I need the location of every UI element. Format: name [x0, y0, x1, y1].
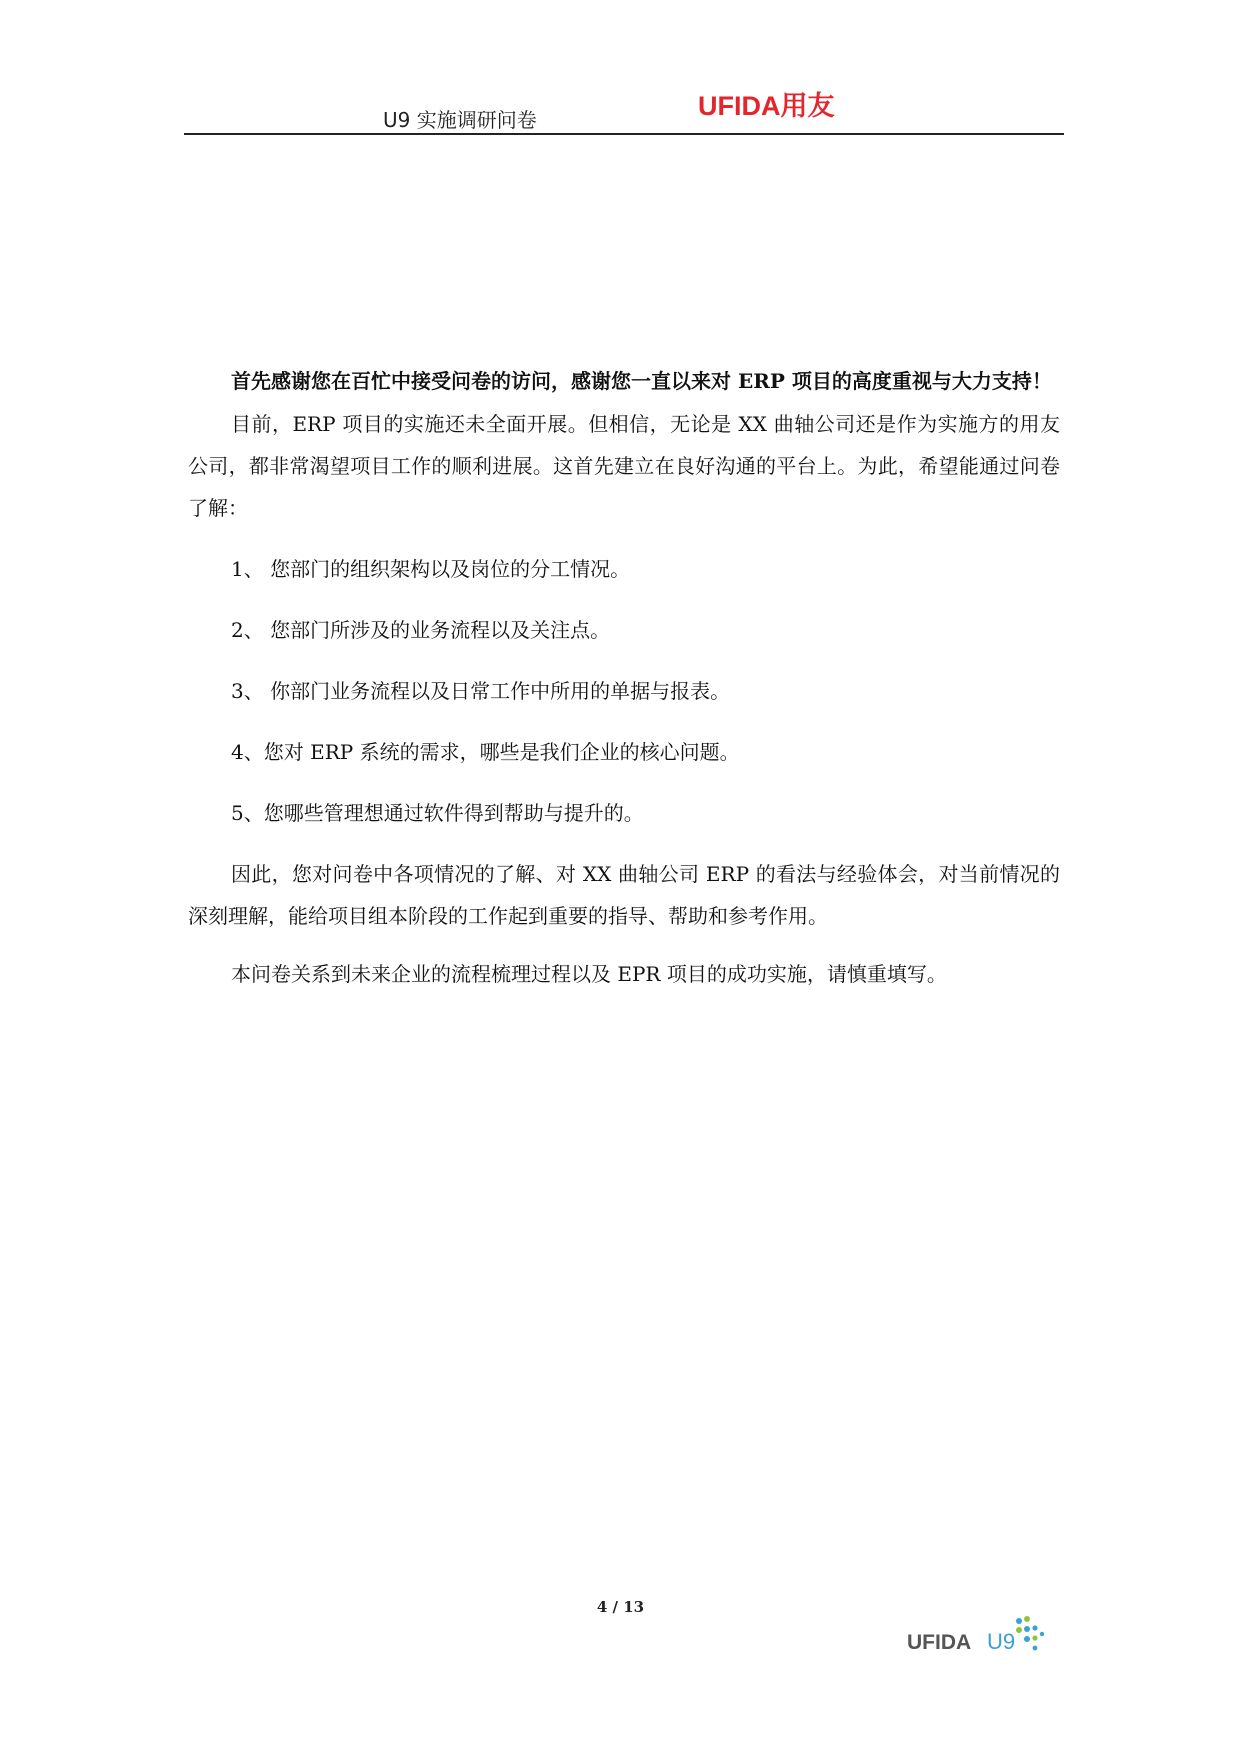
logo-u9-word: U9: [987, 1629, 1016, 1654]
list-item: [188, 548, 1060, 590]
list-item: [188, 609, 1060, 651]
list-item-text: 你部门业务流程以及日常工作中所用的单据与报表。: [263, 679, 731, 703]
page-header: [184, 86, 1062, 138]
logo-ufida-word: UFIDA: [907, 1631, 972, 1654]
header-divider: [184, 133, 1064, 135]
list-item-number: 3、: [231, 679, 264, 703]
paragraph-2: 因此，您对问卷中各项情况的了解、对 XX 曲轴公司 ERP 的看法与经验体会，对当前情况的深刻理解，能给项目组本阶段的工作起到重要的指导、帮助和参考作用。: [188, 862, 1060, 928]
list-item-text: 您部门所涉及的业务流程以及关注点。: [263, 618, 611, 642]
ufida-logo: [696, 86, 866, 130]
list-item: [188, 792, 1060, 834]
list-item: [188, 731, 1060, 773]
paragraph-1: 目前，ERP 项目的实施还未全面开展。但相信，无论是 XX 曲轴公司还是作为实施方的用友公司，都非常渴望项目工作的顺利进展。这首先建立在良好沟通的平台上。为此，希望能通过问卷了解：: [188, 412, 1060, 520]
list-item-number: 4、: [231, 740, 264, 764]
document-body: [188, 360, 1060, 995]
list-item-number: 1、: [231, 557, 264, 581]
list-item: [188, 670, 1060, 712]
list-item-text: 您哪些管理想通过软件得到帮助与提升的。: [263, 801, 644, 825]
intro-paragraph: 首先感谢您在百忙中接受问卷的访问，感谢您一直以来对 ERP 项目的高度重视与大力支持！: [231, 369, 1052, 393]
ufida-u9-logo: [905, 1609, 1055, 1663]
list-item-text: 您部门的组织架构以及岗位的分工情况。: [263, 557, 631, 581]
list-item-number: 2、: [231, 618, 264, 642]
dots-icon: [1016, 1616, 1044, 1650]
survey-purpose-list: [188, 548, 1060, 834]
ufida-logo-text: UFIDA用友: [698, 91, 835, 121]
list-item-text: 您对 ERP 系统的需求，哪些是我们企业的核心问题。: [263, 740, 740, 764]
ufida-u9-logo-image: [905, 1609, 1055, 1659]
list-item-number: 5、: [231, 801, 264, 825]
ufida-logo-image: [696, 86, 866, 126]
page-number: 4 / 13: [596, 1598, 645, 1616]
paragraph-3: 本问卷关系到未来企业的流程梳理过程以及 EPR 项目的成功实施，请慎重填写。: [231, 962, 947, 986]
header-title: U9 实施调研问卷: [383, 108, 537, 132]
